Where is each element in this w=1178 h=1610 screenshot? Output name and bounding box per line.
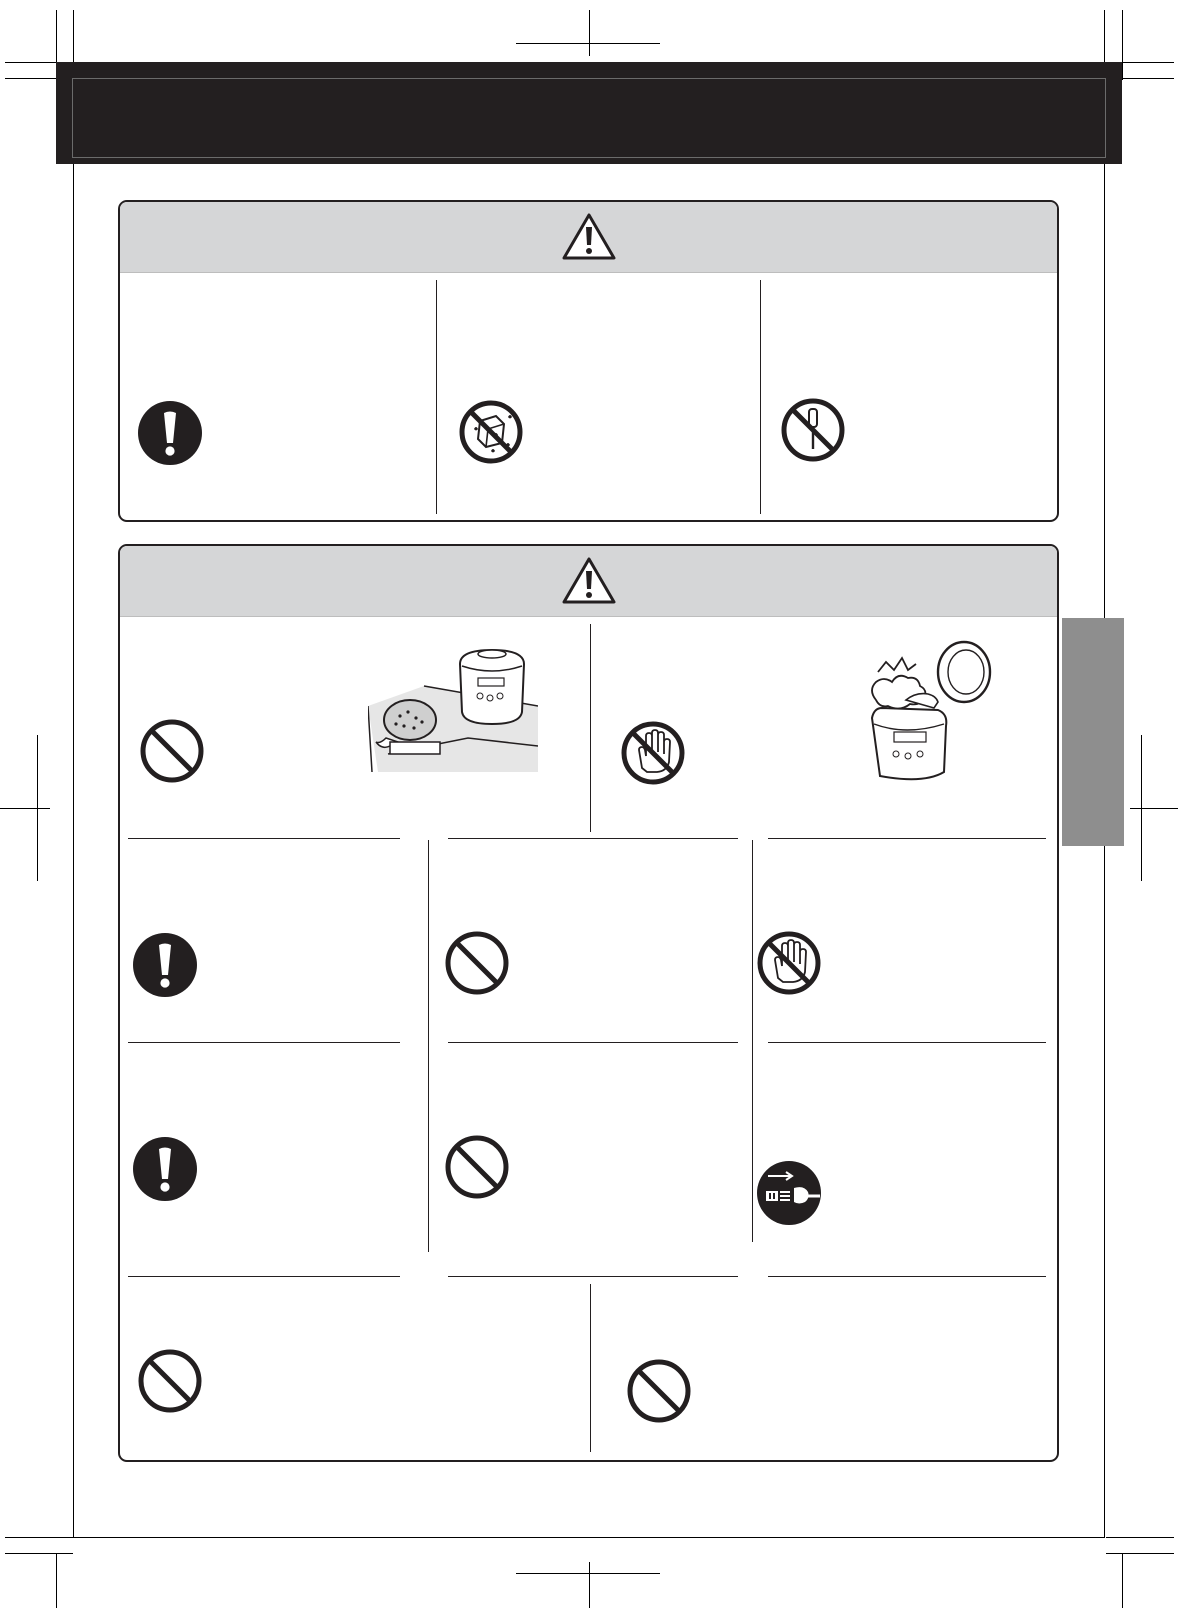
row-divider [448,1042,738,1043]
warning-triangle-icon [561,212,617,262]
row-divider [128,1042,400,1043]
cooker-near-stove-illustration [368,646,538,772]
prohibition-icon [139,718,205,784]
row-divider [768,1276,1046,1277]
steam-vent-hand-illustration [858,640,998,786]
column-divider [590,624,591,832]
row-divider [128,1276,400,1277]
column-divider [436,280,437,514]
no-touch-hand-icon [620,720,686,786]
warning-panel [118,200,1059,522]
mandatory-exclamation-icon [132,1136,198,1202]
header-band [56,62,1122,164]
mandatory-exclamation-icon [137,400,203,466]
column-divider [428,840,429,1252]
row-divider [448,1276,738,1277]
no-touch-hand-icon [756,930,822,996]
row-divider [128,838,400,839]
caution-panel [118,544,1059,1462]
caution-panel-header [120,546,1057,617]
prohibition-icon [137,1348,203,1414]
warning-triangle-icon [561,556,617,606]
no-disassembly-icon [780,397,846,463]
column-divider [590,1284,591,1452]
row-divider [768,1042,1046,1043]
no-wet-hands-icon [458,399,524,465]
prohibition-icon [444,930,510,996]
prohibition-icon [626,1358,692,1424]
header-title [72,78,1106,158]
unplug-icon [756,1160,822,1226]
row-divider [768,838,1046,839]
row-divider [448,838,738,839]
warning-panel-header [120,202,1057,273]
column-divider [760,280,761,514]
mandatory-exclamation-icon [132,932,198,998]
column-divider [752,840,753,1242]
prohibition-icon [444,1134,510,1200]
side-tab [1062,618,1124,846]
